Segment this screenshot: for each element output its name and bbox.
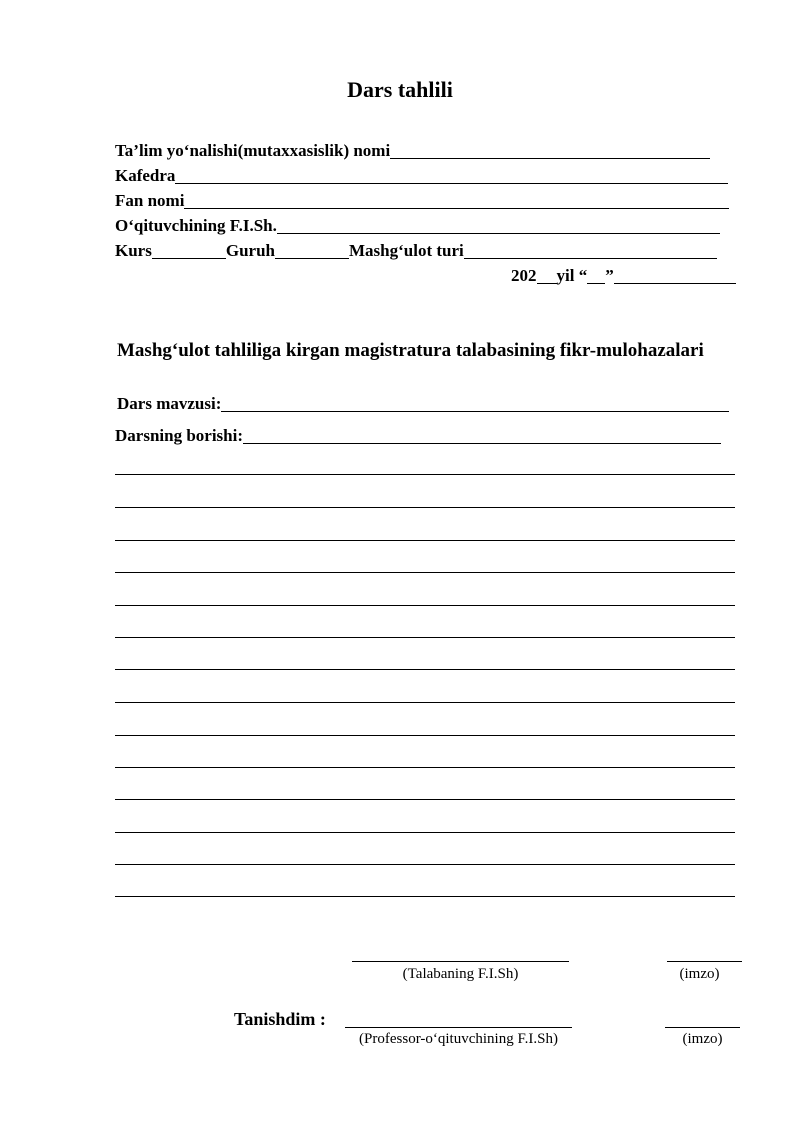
writing-line[interactable] <box>115 605 735 606</box>
tanishdim-label: Tanishdim : <box>234 1009 326 1029</box>
field-kafedra-label: Kafedra <box>115 166 176 185</box>
writing-line[interactable] <box>115 864 735 865</box>
date-day-line[interactable] <box>587 266 605 284</box>
field-mashgulot-turi-label: Mashg‘ulot turi <box>348 241 464 260</box>
professor-imzo-caption: (imzo) <box>682 1031 723 1047</box>
field-guruh-line[interactable] <box>275 241 349 259</box>
talaba-caption: (Talabaning F.I.Sh) <box>402 966 519 982</box>
writing-line[interactable] <box>115 540 735 541</box>
field-talim-line[interactable] <box>390 141 710 159</box>
professor-name-line[interactable] <box>345 1027 572 1028</box>
field-guruh-label: Guruh <box>225 241 275 260</box>
field-fan-nomi <box>115 190 729 212</box>
date-prefix: 202 <box>511 266 537 285</box>
writing-line[interactable] <box>115 832 735 833</box>
writing-line[interactable] <box>115 767 735 768</box>
darsning-borishi-line[interactable] <box>243 426 721 444</box>
writing-line[interactable] <box>115 735 735 736</box>
talaba-name-line[interactable] <box>352 961 569 962</box>
writing-line[interactable] <box>115 669 735 670</box>
field-kafedra <box>115 165 728 187</box>
field-fan-label: Fan nomi <box>115 191 185 210</box>
field-kafedra-line[interactable] <box>175 166 728 184</box>
field-talim-label: Ta’lim yo‘nalishi(mutaxxasislik) nomi <box>115 141 391 160</box>
field-fan-line[interactable] <box>184 191 729 209</box>
date-year-line[interactable] <box>537 266 557 284</box>
talaba-imzo-caption: (imzo) <box>679 966 720 982</box>
dars-mavzusi-label: Dars mavzusi: <box>117 394 222 413</box>
field-mashgulot-turi-line[interactable] <box>464 241 717 259</box>
field-kurs-guruh-turi <box>115 240 717 262</box>
writing-line[interactable] <box>115 799 735 800</box>
field-oqituvchi-label: O‘qituvchining F.I.Sh. <box>115 216 277 235</box>
darsning-borishi-label: Darsning borishi: <box>115 426 243 445</box>
writing-line[interactable] <box>115 896 735 897</box>
field-kurs-line[interactable] <box>152 241 226 259</box>
date-yil: yil “ <box>556 266 588 285</box>
writing-line[interactable] <box>115 702 735 703</box>
field-talim-yonalishi <box>115 140 710 162</box>
field-dars-mavzusi <box>117 393 729 415</box>
field-oqituvchi-line[interactable] <box>277 216 720 234</box>
field-kurs-label: Kurs <box>115 241 152 260</box>
field-oqituvchi <box>115 215 720 237</box>
writing-line[interactable] <box>115 507 735 508</box>
field-date <box>511 265 736 287</box>
writing-line[interactable] <box>115 637 735 638</box>
writing-line[interactable] <box>115 572 735 573</box>
writing-line[interactable] <box>115 474 735 475</box>
talaba-imzo-line[interactable] <box>667 961 742 962</box>
professor-imzo-line[interactable] <box>665 1027 740 1028</box>
section-heading: Mashg‘ulot tahliliga kirgan magistratura talabasining fikr-mulohazalari <box>117 340 704 361</box>
dars-mavzusi-line[interactable] <box>221 394 729 412</box>
page-title: Dars tahlili <box>347 77 453 102</box>
date-quote: ” <box>605 266 614 285</box>
date-month-line[interactable] <box>614 266 736 284</box>
field-darsning-borishi <box>115 425 721 447</box>
professor-caption: (Professor-o‘qituvchining F.I.Sh) <box>359 1031 558 1047</box>
